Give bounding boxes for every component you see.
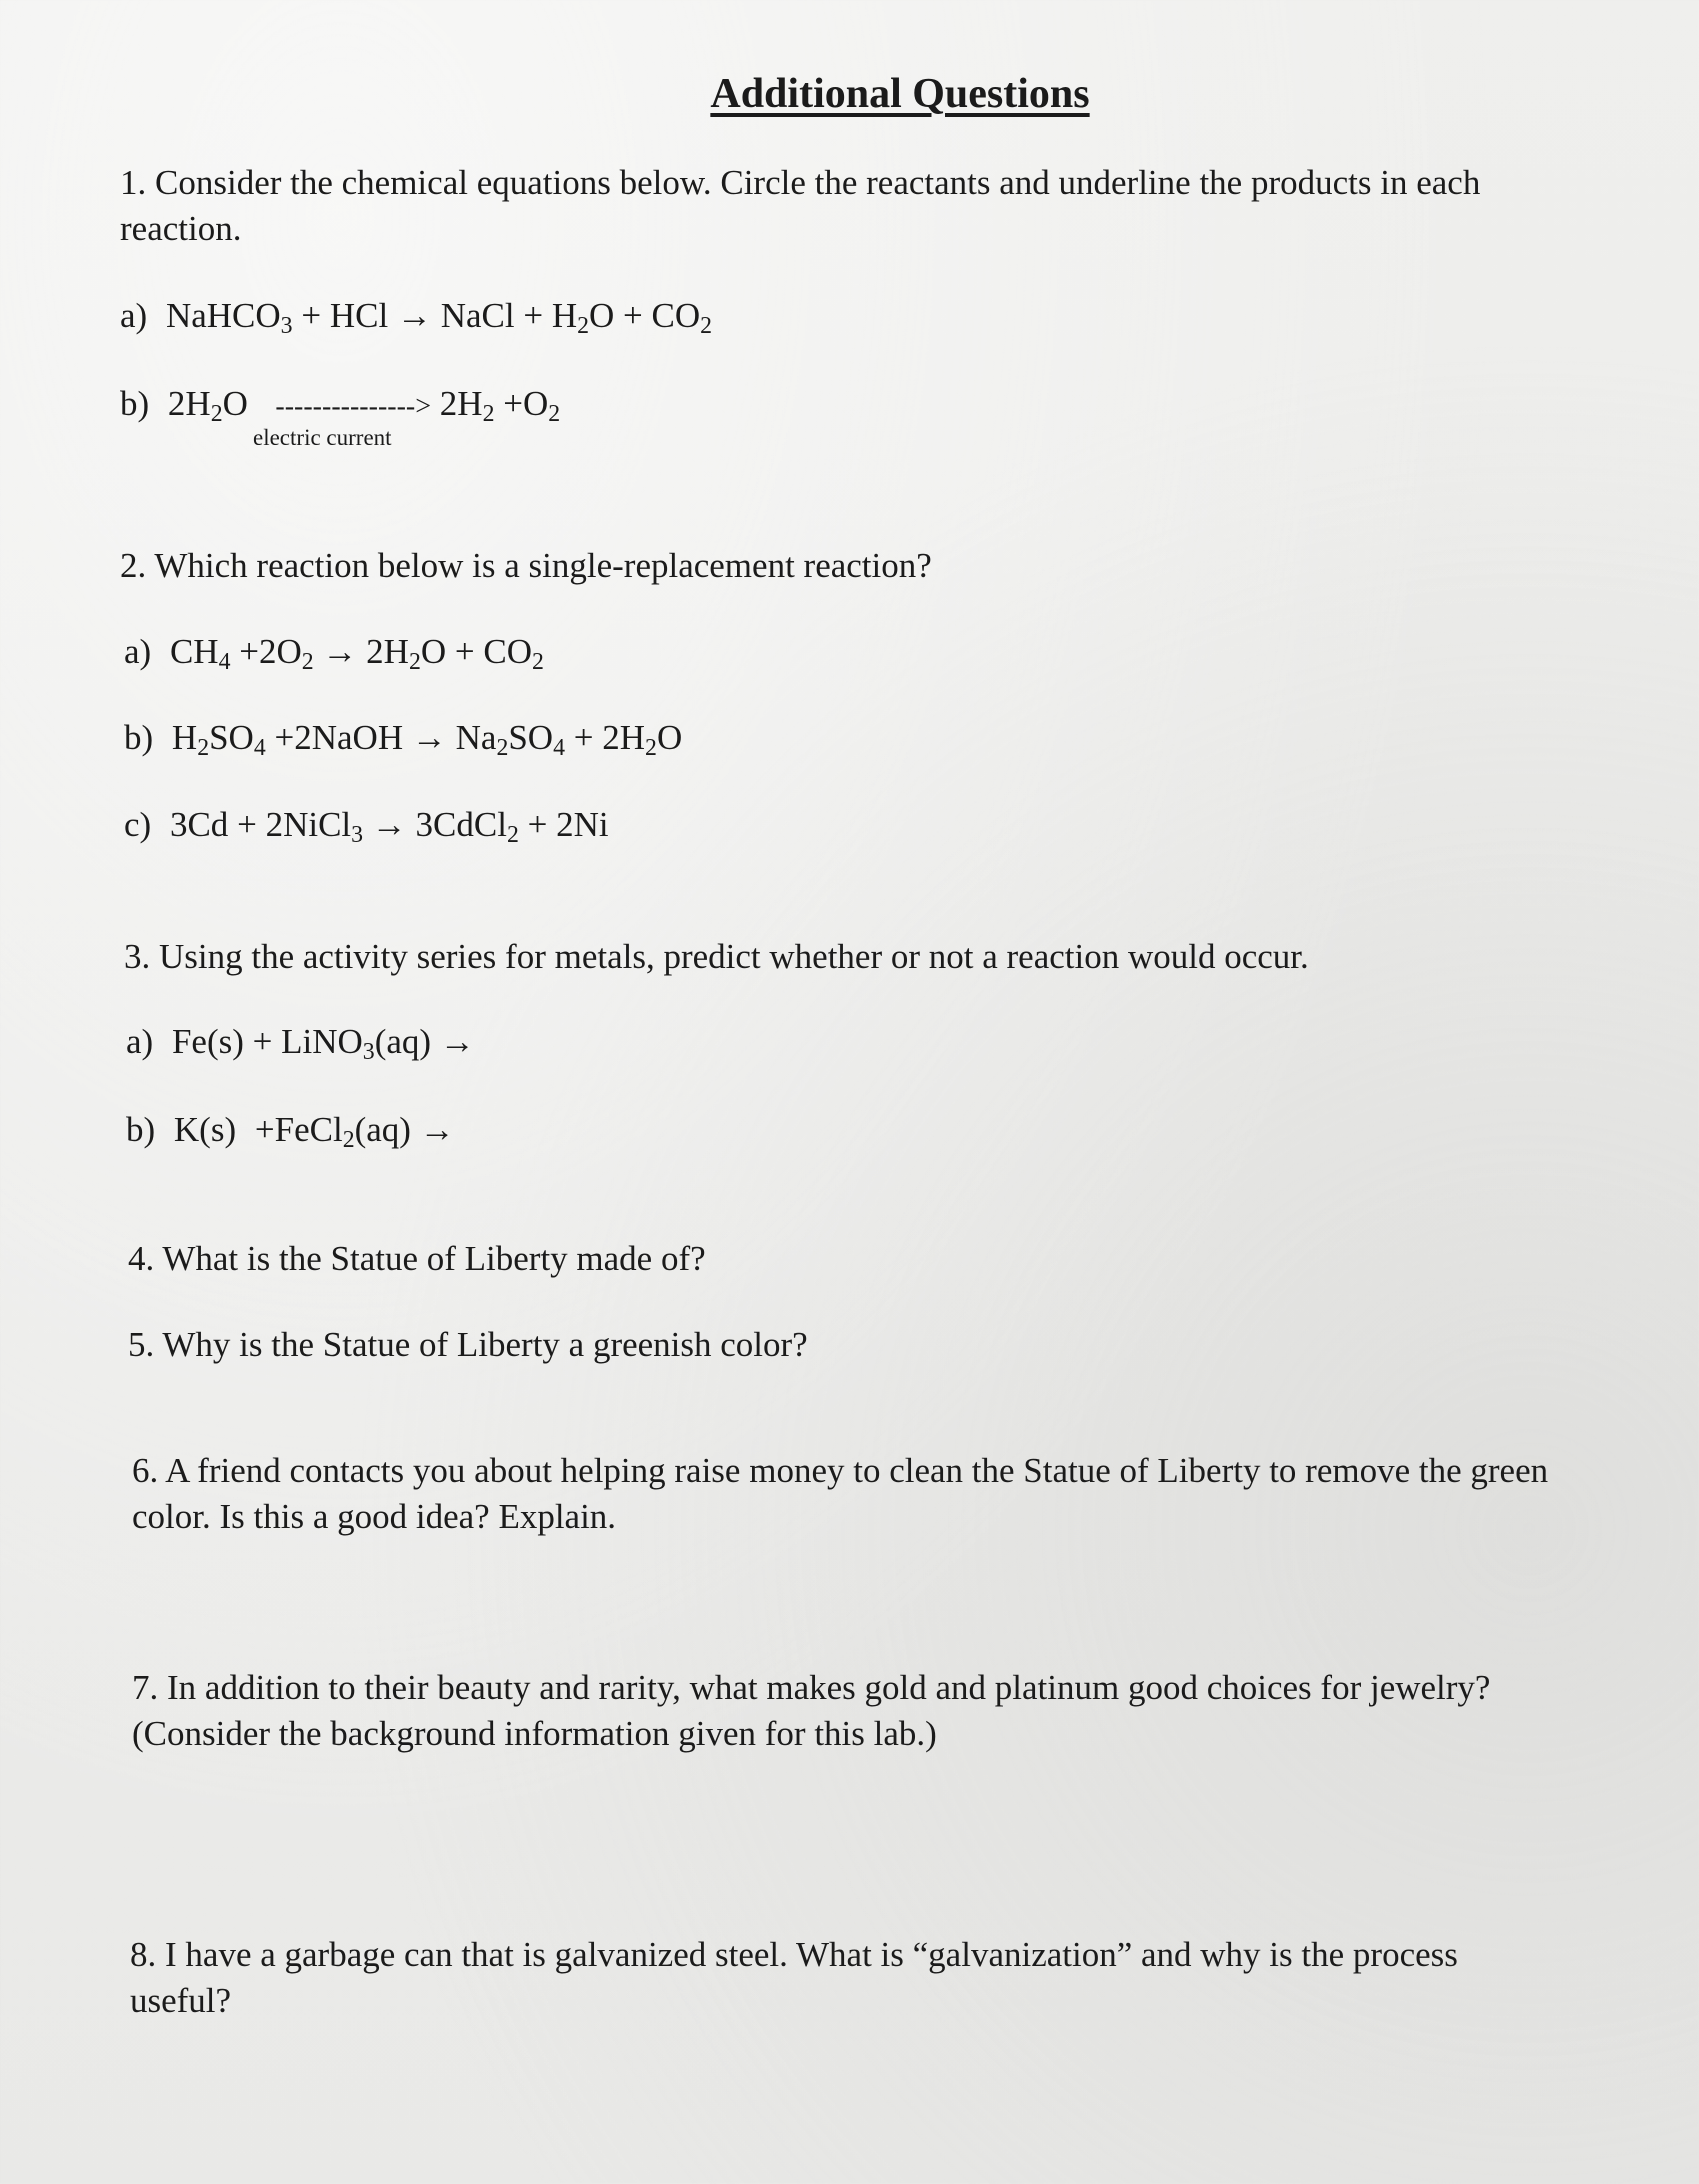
question-6 (132, 1448, 1548, 1540)
equation-1a: a) NaHCO$_3$ + HCl → NaCl + $H_2O + CO_2$ (120, 296, 713, 339)
question-1 (120, 160, 1480, 252)
arrow-icon: → (439, 1022, 475, 1061)
question-6-line-2: color. Is this a good idea? Explain. (132, 1497, 617, 1536)
question-8-line-2: useful? (130, 1981, 232, 2020)
equation-2a: a) $CH_4 +2O_2 \to 2H_2O + CO_2$ (124, 632, 544, 675)
question-2: 2. Which reaction below is a single-replacement reaction? (120, 546, 932, 585)
question-8 (130, 1932, 1458, 2024)
question-6-line-1: 6. A friend contacts you about helping raise money to clean the Statue of Liberty to remove the green (132, 1451, 1549, 1490)
dashed-arrow: ---------------> (275, 391, 432, 422)
equation-1b: b) $2H_2O$ ---------------> $2H_2 +O_2$ (120, 384, 561, 427)
page-title: Additional Questions (710, 71, 1090, 117)
arrow-icon: → (371, 805, 407, 844)
equation-2c: c) 3Cd + 2NiCl$_3$ → 3CdCl$_2$ + 2Ni (124, 805, 609, 848)
question-1-line-1: 1. Consider the chemical equations below. Circle the reactants and underline the products in each (120, 163, 1481, 202)
arrow-icon: → (411, 718, 447, 757)
equation-3a: a) Fe(s) + LiNO$_3$(aq) → (126, 1022, 475, 1065)
question-7-line-1: 7. In addition to their beauty and rarity, what makes gold and platinum good choices for jewelry? (132, 1668, 1491, 1707)
question-1-line-2: reaction. (120, 209, 242, 248)
arrow-icon: → (322, 632, 358, 671)
question-7-line-2: (Consider the background information given for this lab.) (132, 1714, 937, 1753)
question-3: 3. Using the activity series for metals, predict whether or not a reaction would occur. (124, 937, 1309, 976)
question-8-line-1: 8. I have a garbage can that is galvanized steel. What is “galvanization” and why is the process (130, 1935, 1458, 1974)
question-5: 5. Why is the Statue of Liberty a greenish color? (128, 1325, 808, 1364)
arrow-icon: → (419, 1110, 455, 1149)
equation-3b: b) K(s) +FeCl$_2$(aq) → (126, 1110, 455, 1153)
equation-2b: b) $H_2SO_4$ +2NaOH → $Na_2SO_4 + 2H_2O$ (124, 718, 683, 761)
question-4: 4. What is the Statue of Liberty made of? (128, 1239, 706, 1278)
question-7 (132, 1665, 1490, 1757)
reaction-condition: electric current (253, 425, 392, 450)
arrow-icon: → (396, 296, 432, 335)
